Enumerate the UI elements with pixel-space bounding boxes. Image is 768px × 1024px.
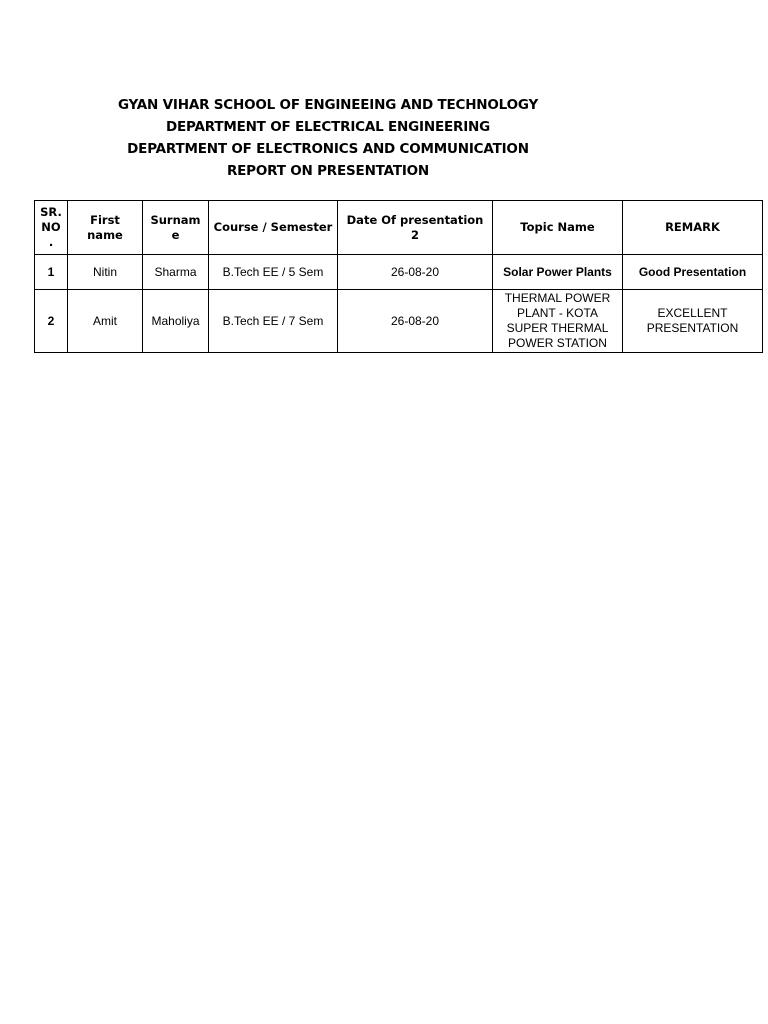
cell-remark: EXCELLENT PRESENTATION (623, 290, 763, 353)
column-header-course-semester: Course / Semester (209, 201, 338, 255)
presentation-table (34, 200, 763, 353)
cell-surname: Maholiya (143, 290, 209, 353)
cell-topic: THERMAL POWER PLANT - KOTA SUPER THERMAL POWER STATION (493, 290, 623, 353)
department-electrical: DEPARTMENT OF ELECTRICAL ENGINEERING (166, 119, 490, 135)
school-name: GYAN VIHAR SCHOOL OF ENGINEEING AND TECHNOLOGY (117, 97, 539, 113)
table-row (35, 290, 763, 353)
cell-remark: Good Presentation (623, 255, 763, 290)
cell-topic: Solar Power Plants (493, 255, 623, 290)
column-header-surname: Surnam e (143, 201, 209, 255)
cell-course-semester: B.Tech EE / 5 Sem (209, 255, 338, 290)
table-header-row (35, 201, 763, 255)
cell-date: 26-08-20 (338, 290, 493, 353)
cell-sr-no: 2 (35, 290, 68, 353)
cell-date: 26-08-20 (338, 255, 493, 290)
column-header-topic: Topic Name (493, 201, 623, 255)
column-header-first-name: First name (68, 201, 143, 255)
cell-course-semester: B.Tech EE / 7 Sem (209, 290, 338, 353)
column-header-remark: REMARK (623, 201, 763, 255)
report-title: REPORT ON PRESENTATION (226, 163, 430, 179)
cell-first-name: Nitin (68, 255, 143, 290)
cell-surname: Sharma (143, 255, 209, 290)
column-header-sr-no: SR. NO . (35, 201, 68, 255)
column-header-date: Date Of presentation 2 (338, 201, 493, 255)
table-row (35, 255, 763, 290)
cell-sr-no: 1 (35, 255, 68, 290)
report-header (0, 94, 656, 182)
cell-first-name: Amit (68, 290, 143, 353)
department-electronics: DEPARTMENT OF ELECTRONICS AND COMMUNICATION (127, 141, 529, 157)
